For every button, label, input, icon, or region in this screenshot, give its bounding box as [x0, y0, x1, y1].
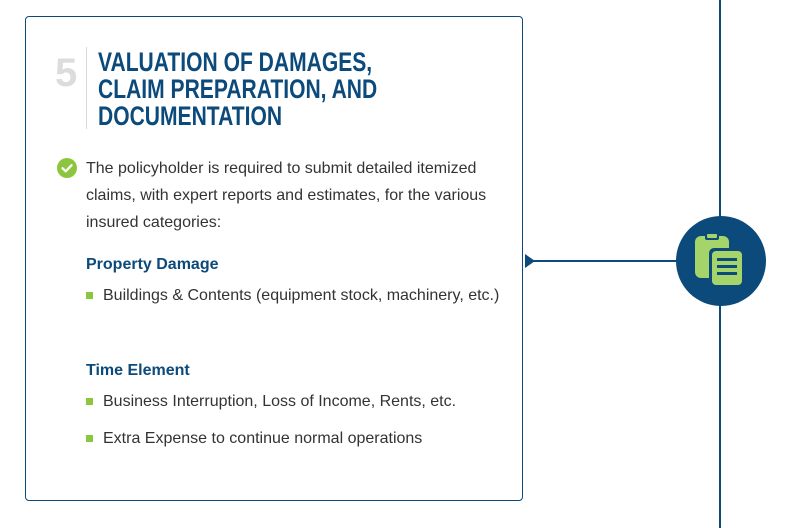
list-item-text: Extra Expense to continue normal operations — [103, 430, 423, 447]
category-heading: Property Damage — [86, 256, 219, 273]
intro-text: The policyholder is required to submit detailed itemized claims, with expert reports and estimates, for the various insured categories: — [86, 160, 487, 231]
list-item — [86, 388, 506, 415]
step-divider — [86, 47, 87, 129]
step-number: 5 — [55, 51, 78, 95]
step-title: VALUATION OF DAMAGES, CLAIM PREPARATION, AND DOCUMENTATION — [98, 47, 378, 131]
list-item — [86, 282, 506, 309]
card-pointer — [525, 254, 535, 268]
step-card — [25, 16, 523, 501]
check-circle-icon — [57, 158, 77, 178]
category-list — [86, 388, 506, 452]
category-time-element — [86, 360, 506, 462]
bullet-square-icon — [86, 398, 93, 405]
list-item-text: Buildings & Contents (equipment stock, machinery, etc.) — [103, 287, 500, 304]
list-item-text: Business Interruption, Loss of Income, Rents, etc. — [103, 393, 457, 410]
category-heading: Time Element — [86, 362, 190, 379]
bullet-square-icon — [86, 292, 93, 299]
list-item — [86, 425, 506, 452]
clipboard-document-icon — [693, 230, 749, 292]
timeline-connector — [526, 260, 680, 262]
timeline-node — [676, 216, 766, 306]
category-property-damage — [86, 254, 506, 319]
category-list — [86, 282, 506, 309]
bullet-square-icon — [86, 435, 93, 442]
